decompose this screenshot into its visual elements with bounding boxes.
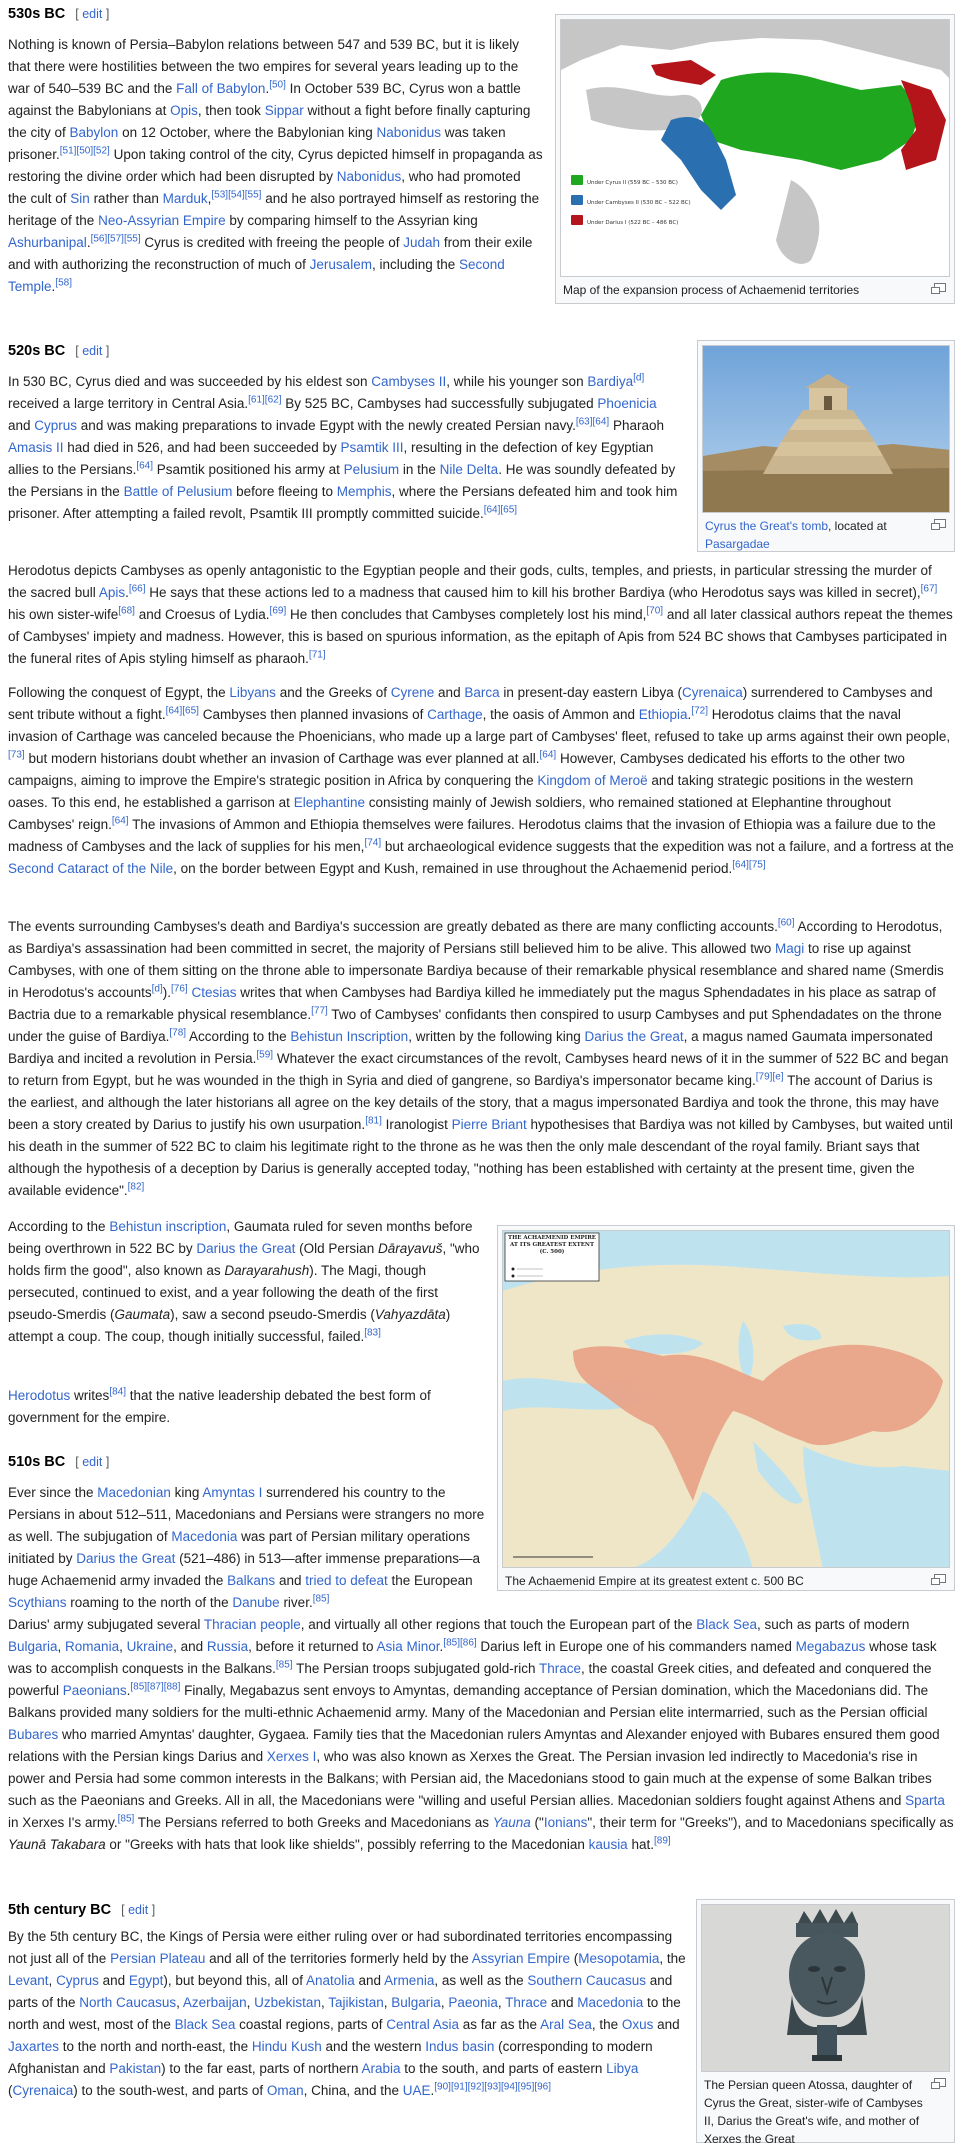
link-danube[interactable]: Danube bbox=[232, 1595, 280, 1610]
atossa-svg bbox=[702, 1905, 950, 2072]
paragraph-520s-6: Herodotus writes[84] that the native leadership debated the best form of government for the empire. bbox=[8, 1386, 431, 1425]
link-bubares[interactable]: Bubares bbox=[8, 1727, 59, 1742]
link-russia[interactable]: Russia bbox=[206, 1639, 249, 1654]
link-uae[interactable]: UAE bbox=[402, 2083, 431, 2098]
link-egypt[interactable]: Egypt bbox=[128, 1973, 164, 1988]
link-indus-basin[interactable]: Indus basin bbox=[425, 2039, 495, 2054]
atossa-image[interactable] bbox=[701, 1904, 950, 2072]
link-macedonia-2[interactable]: Macedonia bbox=[577, 1995, 644, 2010]
heading-510s-text: 510s BC bbox=[8, 1454, 66, 1470]
link-bulgaria[interactable]: Bulgaria bbox=[8, 1639, 58, 1654]
link-thrace[interactable]: Thrace bbox=[538, 1661, 582, 1676]
heading-530s-text: 530s BC bbox=[8, 6, 66, 22]
link-sippar[interactable]: Sippar bbox=[264, 103, 304, 118]
paragraph-5th-century: By the 5th century BC, the Kings of Persia were either ruling over or had subordinated territories encompassing not just all of the Persian Plateau and all of the territories formerly held by the Assyrian Empire (Mesopotamia, the Levant, Cyprus and Egypt), but beyond this, all of Anatolia and Armenia, as well as the Southern Caucasus and parts of the North Caucasus, Azerbaijan, Uzbekistan, Tajikistan, Bulgaria, Paeonia, Thrace and Macedonia to the north and west, most of the Black Sea coastal regions, parts of Central Asia as far as the Aral Sea, the Oxus and Jaxartes to the north and north-east, the Hindu Kush and the western Indus basin (corresponding to modern Afghanistan and Pakistan) to the far east, parts of northern Arabia to the south, and parts of eastern Libya (Cyrenaica) to the south-west, and parts of Oman, China, and the UAE.[90][91][92][93][94][95][96] bbox=[8, 1929, 686, 2098]
paragraph-520s-3: Following the conquest of Egypt, the Libyans and the Greeks of Cyrene and Barca in present-day eastern Libya (Cyrenaica) surrendered to Cambyses and sent tribute without a fight.[64][65] Cambyses then planned invasions of Carthage, the oasis of Ammon and Ethiopia.[72] Herodotus claims that the naval invasion of Carthage was canceled because the Phoenicians, who made up a large part of Cambyses' fleet, refused to take up arms against their own people,[73] but modern historians doubt whether an invasion of Carthage was ever planned at all.[64] However, Cambyses dedicated his efforts to the other two campaigns, aiming to improve the Empire's strategic position in Africa by conquering the Kingdom of Meroë and taking strategic positions in the western oases. To this end, he established a garrison at Elephantine consisting mainly of Jewish soldiers, who remained stationed at Elephantine throughout Cambyses' reign.[64] The invasions of Ammon and Ethiopia themselves were failures. Herodotus claims that the invasion of Ethiopia was a failure due to the madness of Cambyses and the lack of supplies for his men,[74] but archaeological evidence suggests that the expedition was not a failure, and a fortress at the Second Cataract of the Nile, on the border between Egypt and Kush, remained in use throughout the Achaemenid period.[64][75] bbox=[8, 685, 954, 876]
link-bulgaria-2[interactable]: Bulgaria bbox=[391, 1995, 441, 2010]
thumb-expansion-map bbox=[555, 14, 955, 304]
link-psamtik-iii[interactable]: Psamtik III bbox=[340, 440, 404, 455]
link-ionians[interactable]: Ionians bbox=[543, 1815, 588, 1830]
link-marduk[interactable]: Marduk bbox=[162, 191, 208, 206]
paragraph-520s-5: According to the Behistun inscription, Gaumata ruled for seven months before being overthrown in 522 BC by Darius the Great (Old Persian Dārayavuš, "who holds firm the good", also known as Darayarahush). The Magi, though persecuted, continued to exist, and a year following the death of the first pseudo-Smerdis (Gaumata), saw a second pseudo-Smerdis (Vahyazdāta) attempt a coup. The coup, though initially successful, failed.[83] bbox=[8, 1219, 480, 1344]
link-amyntas-i[interactable]: Amyntas I bbox=[202, 1485, 263, 1500]
link-elephantine[interactable]: Elephantine bbox=[293, 795, 365, 810]
link-carthage[interactable]: Carthage bbox=[427, 707, 483, 722]
link-neo-assyrian-empire[interactable]: Neo-Assyrian Empire bbox=[98, 213, 226, 228]
link-cyprus-2[interactable]: Cyprus bbox=[56, 1973, 99, 1988]
link-kausia[interactable]: kausia bbox=[588, 1837, 628, 1852]
link-anatolia[interactable]: Anatolia bbox=[305, 1973, 355, 1988]
heading-520s: 520s BC [ edit ] bbox=[8, 343, 110, 359]
expansion-map-caption bbox=[560, 277, 950, 301]
edit-link-530s[interactable]: edit bbox=[82, 7, 103, 21]
link-darius-the-great-2[interactable]: Darius the Great bbox=[196, 1241, 296, 1256]
link-nile-delta[interactable]: Nile Delta bbox=[439, 462, 499, 477]
link-aral-sea[interactable]: Aral Sea bbox=[540, 2017, 592, 2032]
paragraph-530s: Nothing is known of Persia–Babylon relations between 547 and 539 BC, but it is likely that there were hostilities between the two empires for several years leading up to the war of 540–539 BC and the Fall of Babylon.[50] In October 539 BC, Cyrus won a battle against the Babylonians at Opis, then took Sippar without a fight before finally capturing the city of Babylon on 12 October, where the Babylonian king Nabonidus was taken prisoner.[51][50][52] Upon taking control of the city, Cyrus depicted himself in propaganda as restoring the divine order which had been disrupted by Nabonidus, who had promoted the cult of Sin rather than Marduk,[53][54][55] and he also portrayed himself as restoring the heritage of the Neo-Assyrian Empire by comparing himself to the Assyrian king Ashurbanipal.[56][57][55] Cyrus is credited with freeing the people of Judah from their exile and with authorizing the reconstruction of much of Jerusalem, including the Second Temple.[58] bbox=[8, 37, 543, 294]
greatest-extent-map-image[interactable] bbox=[502, 1230, 950, 1568]
link-persian-plateau[interactable]: Persian Plateau bbox=[110, 1951, 206, 1966]
link-cyprus[interactable]: Cyprus bbox=[34, 418, 78, 433]
legend-swatch-cyrus bbox=[571, 175, 583, 185]
heading-520s-text: 520s BC bbox=[8, 343, 66, 359]
heading-510s: 510s BC [ edit ] bbox=[8, 1454, 110, 1470]
link-magi[interactable]: Magi bbox=[774, 941, 805, 956]
link-battle-of-pelusium[interactable]: Battle of Pelusium bbox=[123, 484, 233, 499]
link-opis[interactable]: Opis bbox=[170, 103, 198, 118]
link-libya[interactable]: Libya bbox=[606, 2061, 639, 2076]
link-assyrian-empire[interactable]: Assyrian Empire bbox=[471, 1951, 571, 1966]
link-bardiya[interactable]: Bardiya bbox=[587, 374, 634, 389]
caption-text-located: , located at bbox=[828, 519, 887, 533]
link-xerxes-i[interactable]: Xerxes I bbox=[266, 1749, 317, 1764]
link-levant[interactable]: Levant bbox=[8, 1973, 49, 1988]
link-ethiopia[interactable]: Ethiopia bbox=[638, 707, 688, 722]
link-macedonian[interactable]: Macedonian bbox=[97, 1485, 171, 1500]
expansion-map-caption-text: Map of the expansion process of Achaemenid territories bbox=[563, 283, 860, 297]
enlarge-icon-atossa[interactable] bbox=[934, 2078, 946, 2087]
atossa-caption-text: The Persian queen Atossa, daughter of Cyrus the Great, sister-wife of Cambyses II, Darius the Great's wife, and mother of Xerxes the Great bbox=[704, 2078, 923, 2146]
legend-swatch-darius bbox=[571, 215, 583, 225]
link-cyrene[interactable]: Cyrene bbox=[390, 685, 435, 700]
paragraph-510s-b: Darius' army subjugated several Thracian people, and virtually all other regions that touch the European part of the Black Sea, such as parts of modern Bulgaria, Romania, Ukraine, and Russia, before it returned to Asia Minor.[85][86] Darius left in Europe one of his commanders named Megabazus whose task was to accomplish conquests in the Balkans.[85] The Persian troops subjugated gold-rich Thrace, the coastal Greek cities, and defeated and conquered the powerful Paeonians.[85][87][88] Finally, Megabazus sent envoys to Amyntas, demanding acceptance of Persian domination, which the Macedonians did. The Balkans provided many soldiers for the multi-ethnic Achaemenid army. Many of the Macedonian and Persian elite intermarried, such as the Persian official Bubares who married Amyntas' daughter, Gygaea. Family ties that the Macedonian rulers Amyntas and Alexander enjoyed with Bubares ensured them good relations with the Persian kings Darius and Xerxes I, who was also known as Xerxes the Great. The Persian invasion led indirectly to Macedonia's rise in power and Persia had some common interests in the Balkans; with Persian aid, the Macedonians stood to gain much at the expense of some Balkan tribes such as the Paeonians and Greeks. All in all, the Macedonians were "willing and useful Persian allies. Macedonian soldiers fought against Athens and Sparta in Xerxes I's army.[85] The Persians referred to both Greeks and Macedonians as Yauna ("Ionians", their term for "Greeks"), and to Macedonians specifically as Yaunā Takabara or "Greeks with hats that look like shields", possibly referring to the Macedonian kausia hat.[89] bbox=[8, 1617, 954, 1852]
link-north-caucasus[interactable]: North Caucasus bbox=[79, 1995, 177, 2010]
link-central-asia[interactable]: Central Asia bbox=[386, 2017, 460, 2032]
link-amasis-ii[interactable]: Amasis II bbox=[8, 440, 64, 455]
link-ukraine[interactable]: Ukraine bbox=[126, 1639, 174, 1654]
link-yauna[interactable]: Yauna bbox=[492, 1815, 531, 1830]
heading-530s: 530s BC [ edit ] bbox=[8, 6, 110, 22]
cyrus-tomb-svg bbox=[703, 346, 950, 513]
link-black-sea-2[interactable]: Black Sea bbox=[174, 2017, 236, 2032]
link-thrace-2[interactable]: Thrace bbox=[505, 1995, 548, 2010]
legend-text-cyrus: Under Cyrus II (559 BC – 530 BC) bbox=[587, 180, 678, 186]
cyrus-tomb-caption bbox=[702, 513, 950, 555]
link-phoenicia[interactable]: Phoenicia bbox=[597, 396, 657, 411]
edit-link-510s[interactable]: edit bbox=[82, 1455, 103, 1469]
caption-link-cyrus-tomb[interactable]: Cyrus the Great's tomb bbox=[705, 519, 828, 533]
link-fall-of-babylon[interactable]: Fall of Babylon bbox=[176, 81, 266, 96]
link-macedonia[interactable]: Macedonia bbox=[171, 1529, 238, 1544]
paragraph-520s-4: The events surrounding Cambyses's death and Bardiya's succession are greatly debated as there are many conflicting accounts.[60] According to Herodotus, as Bardiya's assassination had been committed in secret, the majority of Persians still believed him to be alive. This allowed two Magi to rise up against Cambyses, with one of them sitting on the throne able to impersonate Bardiya because of their remarkable physical resemblance and shared name (Smerdis in Herodotus's accounts[d]).[76] Ctesias writes that when Cambyses had Bardiya killed he immediately put the magus Sphendadates in his place as satrap of Bactria due to a remarkable physical resemblance.[77] Two of Cambyses' confidants then conspired to usurp Cambyses and put Sphendadates on the throne under the guise of Bardiya.[78] According to the Behistun Inscription, written by the following king Darius the Great, a magus named Gaumata impersonated Bardiya and incited a revolution in Persia.[59] Whatever the exact circumstances of the revolt, Cambyses heard news of it in the summer of 522 BC and began to return from Egypt, but he was wounded in the thigh in Syria and died of gangrene, so Bardiya's impersonator became king.[79][e] The account of Darius is the earliest, and although the later historians all agree on the key details of the story, that a magus impersonated Bardiya and took the throne, this may have been a story created by Darius to justify his own usurpation.[81] Iranologist Pierre Briant hypothesises that Bardiya was not killed by Cambyses, but waited until his death in the summer of 522 BC to claim his legitimate right to the throne as he was then the only male descendant of the royal family. Briant says that although the hypothesis of a deception by Darius is generally accepted today, "nothing has been established with certainty at the present time, given the available evidence".[82] bbox=[8, 917, 953, 1198]
map2-title: THE ACHAEMENID EMPIRE AT ITS GREATEST EXTENT (C. 500) bbox=[507, 1235, 596, 1255]
edit-link-520s[interactable]: edit bbox=[82, 344, 103, 358]
greatest-extent-map-caption bbox=[502, 1568, 950, 1592]
link-azerbaijan[interactable]: Azerbaijan bbox=[182, 1995, 247, 2010]
link-scythians[interactable]: Scythians bbox=[8, 1595, 67, 1610]
link-ashurbanipal[interactable]: Ashurbanipal bbox=[8, 235, 87, 250]
link-sparta[interactable]: Sparta bbox=[905, 1793, 945, 1808]
link-southern-caucasus[interactable]: Southern Caucasus bbox=[527, 1973, 646, 1988]
link-barca[interactable]: Barca bbox=[464, 685, 500, 700]
enlarge-icon-tomb[interactable] bbox=[934, 519, 946, 528]
link-darius-the-great-3[interactable]: Darius the Great bbox=[76, 1551, 176, 1566]
enlarge-icon[interactable] bbox=[934, 283, 946, 292]
link-behistun-inscription-2[interactable]: Behistun inscription bbox=[109, 1219, 227, 1234]
cyrus-tomb-image[interactable] bbox=[702, 345, 950, 513]
link-jaxartes[interactable]: Jaxartes bbox=[8, 2039, 60, 2054]
link-nabonidus-2[interactable]: Nabonidus bbox=[336, 169, 402, 184]
link-sin[interactable]: Sin bbox=[70, 191, 90, 206]
thumb-greatest-extent-map bbox=[497, 1225, 955, 1591]
link-oxus[interactable]: Oxus bbox=[621, 2017, 654, 2032]
link-megabazus[interactable]: Megabazus bbox=[795, 1639, 866, 1654]
link-second-temple[interactable]: Second Temple bbox=[8, 257, 505, 294]
link-balkans[interactable]: Balkans bbox=[227, 1573, 276, 1588]
legend-text-cambyses: Under Cambyses II (530 BC – 522 BC) bbox=[587, 200, 691, 206]
link-babylon[interactable]: Babylon bbox=[69, 125, 119, 140]
greatest-extent-map-caption-text: The Achaemenid Empire at its greatest extent c. 500 BC bbox=[505, 1574, 804, 1588]
link-pelusium[interactable]: Pelusium bbox=[343, 462, 400, 477]
link-arabia[interactable]: Arabia bbox=[361, 2061, 401, 2076]
heading-5th-century-text: 5th century BC bbox=[8, 1902, 112, 1918]
link-cyrenaica[interactable]: Cyrenaica bbox=[681, 685, 743, 700]
link-apis[interactable]: Apis bbox=[98, 585, 126, 600]
link-paeonians[interactable]: Paeonians bbox=[62, 1683, 127, 1698]
paragraph-520s-1: In 530 BC, Cyrus died and was succeeded by his eldest son Cambyses II, while his younger son Bardiya[d] received a large territory in Central Asia.[61][62] By 525 BC, Cambyses had successfully subjugated Phoenicia and Cyprus and was making preparations to invade Egypt with the newly created Persian navy.[63][64] Pharaoh Amasis II had died in 526, and had been succeeded by Psamtik III, resulting in the defection of key Egyptian allies to the Persians.[64] Psamtik positioned his army at Pelusium in the Nile Delta. He was soundly defeated by the Persians in the Battle of Pelusium before fleeing to Memphis, where the Persians defeated him and took him prisoner. After attempting a failed revolt, Psamtik III promptly committed suicide.[64][65] bbox=[8, 372, 678, 521]
link-mesopotamia[interactable]: Mesopotamia bbox=[578, 1951, 660, 1966]
link-thracian-people[interactable]: Thracian people bbox=[203, 1617, 301, 1632]
caption-link-pasargadae[interactable]: Pasargadae bbox=[705, 537, 770, 551]
link-tajikistan[interactable]: Tajikistan bbox=[328, 1995, 384, 2010]
link-libyans[interactable]: Libyans bbox=[229, 685, 276, 700]
atossa-caption bbox=[701, 2072, 950, 2150]
heading-5th-century: 5th century BC [ edit ] bbox=[8, 1902, 156, 1918]
link-cambyses-ii[interactable]: Cambyses II bbox=[371, 374, 447, 389]
link-behistun-inscription[interactable]: Behistun Inscription bbox=[290, 1029, 409, 1044]
link-second-cataract[interactable]: Second Cataract of the Nile bbox=[8, 861, 174, 876]
legend-swatch-cambyses bbox=[571, 195, 583, 205]
link-ctesias[interactable]: Ctesias bbox=[191, 985, 237, 1000]
link-pakistan[interactable]: Pakistan bbox=[109, 2061, 162, 2076]
link-romania[interactable]: Romania bbox=[65, 1639, 120, 1654]
expansion-map-svg bbox=[561, 20, 950, 277]
link-kingdom-of-meroe[interactable]: Kingdom of Meroë bbox=[537, 773, 648, 788]
link-pierre-briant[interactable]: Pierre Briant bbox=[451, 1117, 527, 1132]
expansion-map-image[interactable] bbox=[560, 19, 950, 277]
link-paeonia[interactable]: Paeonia bbox=[448, 1995, 498, 2010]
link-asia-minor[interactable]: Asia Minor bbox=[376, 1639, 440, 1654]
link-hindu-kush[interactable]: Hindu Kush bbox=[251, 2039, 322, 2054]
link-nabonidus[interactable]: Nabonidus bbox=[376, 125, 442, 140]
paragraph-510s-a: Ever since the Macedonian king Amyntas I surrendered his country to the Persians in about 512–511, Macedonians and Persians were strangers no more as well. The subjugation of Macedonia was part of Persian military operations initiated by Darius the Great (521–486) in 513—after immense preparations—a huge Achaemenid army invaded the Balkans and tried to defeat the European Scythians roaming to the north of the Danube river.[85] bbox=[8, 1485, 485, 1610]
link-cyrenaica-2[interactable]: Cyrenaica bbox=[12, 2083, 74, 2098]
link-black-sea[interactable]: Black Sea bbox=[696, 1617, 758, 1632]
link-jerusalem[interactable]: Jerusalem bbox=[309, 257, 372, 272]
enlarge-icon-map2[interactable] bbox=[934, 1574, 946, 1583]
link-uzbekistan[interactable]: Uzbekistan bbox=[254, 1995, 321, 2010]
link-herodotus[interactable]: Herodotus bbox=[8, 1388, 71, 1403]
paragraph-520s-2: Herodotus depicts Cambyses as openly antagonistic to the Egyptian people and their gods, cults, temples, and priests, in particular stressing the murder of the sacred bull Apis.[66] He says that these actions led to a madness that caused him to kill his brother Bardiya (who Herodotus says was killed in secret),[67] his own sister-wife[68] and Croesus of Lydia.[69] He then concludes that Cambyses completely lost his mind,[70] and all later classical authors repeat the themes of Cambyses' impiety and madness. However, this is based on spurious information, as the epitaph of Apis from 524 BC shows that Cambyses participated in the funeral rites of Apis styling himself as pharaoh.[71] bbox=[8, 563, 953, 666]
legend-text-darius: Under Darius I (522 BC – 486 BC) bbox=[587, 220, 679, 226]
link-memphis[interactable]: Memphis bbox=[336, 484, 392, 499]
link-judah[interactable]: Judah bbox=[403, 235, 441, 250]
thumb-cyrus-tomb bbox=[697, 340, 955, 552]
link-armenia[interactable]: Armenia bbox=[384, 1973, 435, 1988]
link-oman[interactable]: Oman bbox=[266, 2083, 304, 2098]
edit-link-5th-century[interactable]: edit bbox=[128, 1903, 149, 1917]
link-darius-the-great[interactable]: Darius the Great bbox=[584, 1029, 684, 1044]
link-tried-to-defeat[interactable]: tried to defeat bbox=[305, 1573, 388, 1588]
greatest-extent-map-svg bbox=[503, 1231, 950, 1568]
thumb-atossa bbox=[696, 1899, 955, 2146]
